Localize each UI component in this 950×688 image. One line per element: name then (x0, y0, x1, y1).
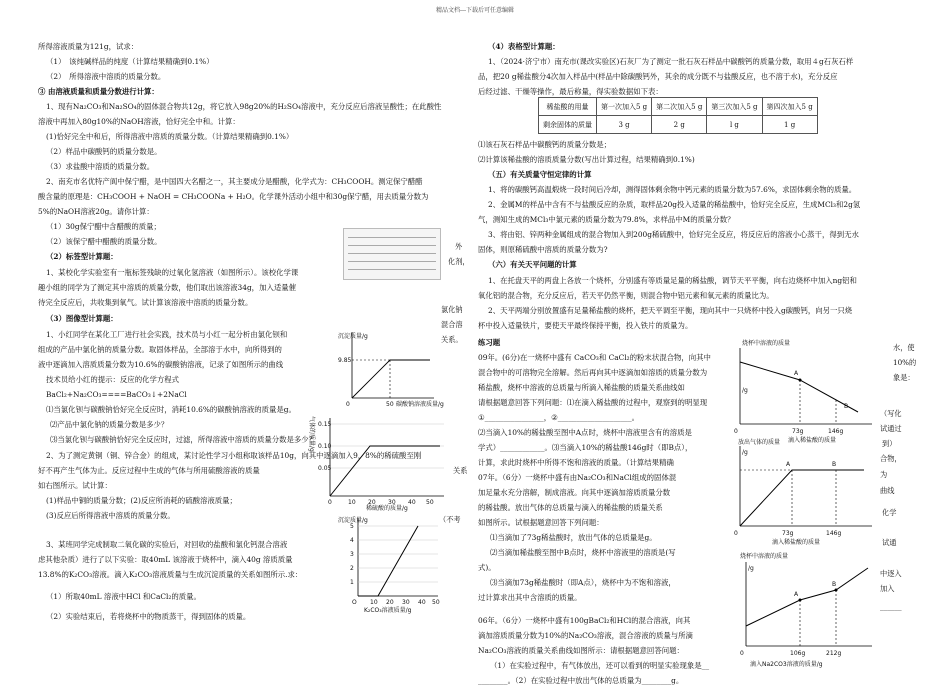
text-line: ⑵计算该稀盐酸的溶质质量分数(写出计算过程，结果精确到0.1%) (478, 155, 695, 164)
graph-ytick: 9.85 (338, 357, 352, 364)
text-fragment: 试通 (882, 538, 897, 547)
graph-xtick: 20 (386, 599, 394, 606)
text-line: ⑴当氯化钡与碳酸钠恰好完全反应时，消耗10.6%的碳酸钠溶液的质量是g。 (46, 405, 296, 414)
text-line: 练习题 (478, 338, 501, 347)
graph-xlabel: 碳酸钠溶液质量/g (396, 401, 444, 408)
text-line: 2、金属M的样品中含有不与盐酸反应的杂质，取样品20g投入适量的稀盐酸中，恰好完全反应，生成MCl₃和2g氢 (488, 200, 861, 209)
text-line: ⑴该石灰石样品中碳酸钙的质量分数是； (478, 140, 612, 149)
text-line: ⑴当滴加了73g稀盐酸时，放出气体的总质量是g。 (490, 533, 657, 542)
table-cell: 2 g (652, 116, 707, 134)
graph-xlabel: 滴入稀盐酸的质量 (772, 539, 821, 546)
graph-ylabel: 气体的质量/g (308, 416, 315, 452)
graph-xtick: 0 (734, 428, 738, 435)
graph-ytick: 0.10 (318, 443, 332, 450)
table-header-cell: 第四次加入5 g (762, 98, 817, 116)
text-line: 09年。(6分)在一烧杯中盛有 CaCO₃和 CaCl₂的粉末状混合物，向其中 (478, 353, 711, 362)
text-line: 虑其他杂质）进行了以下实验：取40mL 该溶液于烧杯中，滴入40g 溶质质量 (38, 555, 293, 564)
text-line: 如图所示。试根据题意回答下列问题： (478, 518, 604, 527)
text-line: 滴加溶质质量分数为10%的Na₂CO₃溶液，混合溶液的质量与所滴 (478, 631, 693, 640)
text-fragment: 加入 (880, 584, 895, 593)
text-line: 所得溶液质量为121g，试求： (38, 42, 139, 51)
graph-xtick: 106g (790, 650, 806, 657)
text-fragment: （不考 (439, 515, 461, 524)
graph-point-a: A (794, 591, 799, 598)
text-line: 好不再产生气体为止。反应过程中生成的气体与所用硫酸溶液的质量 (38, 466, 260, 475)
graph-origin: 0 (346, 401, 350, 408)
text-line: 混合物中的可溶物完全溶解。然后再向其中逐滴加如溶质的质量分数为 (478, 368, 708, 377)
text-line: 1、小红同学在某化工厂进行社会实践，技术员与小红一起分析由氯化钡和 (46, 330, 288, 339)
table-cell: 剩余固体的质量 (539, 116, 597, 134)
graph-xtick: O (352, 599, 357, 606)
text-fragment: 中逐入 (880, 569, 902, 578)
text-line: （2）实验结束后，若将烧杯中的物质蒸干，得到固体的质量。 (46, 612, 251, 621)
text-line: 1、（2024·济宁市）南充市(课改实验区)石灰厂为了测定一批石灰石样品中碳酸钙的质量分数，取用４g石灰石样 (488, 57, 854, 66)
table-header-cell: 稀盐酸的用量 (539, 98, 597, 116)
text-line: 计算，求此时烧杯中所得不饱和溶液的质量。（计算结果精确 (478, 458, 674, 467)
text-line: 13.8%的K₂CO₃溶液。滴入K₂CO₃溶液质量与生成沉淀质量的关系如图所示.求： (38, 570, 303, 579)
text-fragment: 化剂， (448, 257, 470, 266)
text-line: ⑶当氯化钡与碳酸钠恰好完全反应时，过滤，所得溶液中溶质的质量分数是多少？ (50, 435, 317, 444)
graph-ytick: 0.15 (318, 421, 332, 428)
table-cell: l g (707, 116, 762, 134)
graph-point-b: B (832, 461, 837, 468)
text-line: 稀盐酸，烧杯中溶液的总质量与所滴入稀盐酸的质量关系曲线如 (478, 383, 685, 392)
graph-ytick: 1 (350, 579, 354, 586)
text-line: ⑵当滴入10%的稀盐酸至图中A点时，烧杯中溶液里含有的溶质是 (478, 428, 692, 437)
graph-xlabel: 滴入稀盐酸的质量 (788, 437, 837, 444)
text-line: （2）该保宁醋中醋酸的质量分数。 (46, 237, 162, 246)
text-line: 固体，则原稀硫酸中溶质的质量分数为? (478, 245, 608, 254)
text-line: （1） 该纯碱样品的纯度（计算结果精确到0.1%） (46, 57, 214, 66)
text-line: 酸含量的原理是：CH₃COOH + NaOH = CH₃COONa + H₂O。化学课外活动小组中和30g保宁醋，用去质量分数为 (38, 192, 429, 201)
text-line: 杯中投入适量铁片，要使天平最终保持平衡，投入铁片的质量为。 (478, 321, 693, 330)
graph-xtick: 10 (370, 599, 378, 606)
text-fragment: 曲线 (880, 486, 895, 495)
graph-ytick: 3 (350, 551, 354, 558)
text-line: 式)。 (478, 563, 496, 572)
text-line: 液中逐滴加入溶质质量分数为10.6%的碳酸钠溶液，记录了如图所示的曲线 (38, 360, 284, 369)
text-line: （1）30g保宁醋中含醋酸的质量； (46, 222, 161, 231)
graph-point-a: A (794, 370, 799, 377)
text-line: ⑶当滴加73g稀盐酸时（即A点），烧杯中为不饱和溶液， (490, 578, 676, 587)
text-line: 请根据题意回答下列问题：⑴在滴入稀盐酸的过程中，观察到的明显现 (478, 398, 708, 407)
text-fragment: 外 (455, 242, 463, 251)
text-line: （3）求盐酸中溶质的质量分数。 (46, 162, 155, 171)
graph-ylabel: /g (742, 449, 748, 456)
graph-ytick: 4 (350, 537, 354, 544)
graph-point-a: A (786, 461, 791, 468)
text-line: 品，把20 g稀盐酸分4次加入样品中(样品中除碳酸钙外，其余的成分既不与盐酸反应，也不溶于水)，充分反应 (478, 72, 838, 81)
graph-xtick: 212g (826, 650, 842, 657)
graph-xtick: 50 (426, 499, 434, 506)
text-line: 06年。（6分）一烧杯中盛有100gBaCl₂和HCl的混合溶液，向其 (478, 616, 691, 625)
graph-xtick: 146g (828, 428, 844, 435)
table-row (539, 116, 818, 134)
text-fragment: （写化 (880, 409, 902, 418)
graph-ytick: 5 (350, 523, 354, 530)
text-fragment: 试通过 (880, 424, 902, 433)
text-line: (3)反应后所得溶液中溶质的质量分数。 (46, 511, 175, 520)
graph-xtick: 0 (734, 530, 738, 537)
text-line: 1、现有Na₂CO₃和Na₂SO₄的固体混合物共12g，将它放入98g20%的H₂SO₄溶液中，充分反应后溶液呈酸性；在此酸性 (46, 102, 442, 111)
text-line: 趣小组的同学为了测定其中溶质的质量分数，他们取出该溶液34g，加入适量催 (38, 283, 297, 292)
text-fragment: 水，使 (893, 343, 915, 352)
graph-xtick: 50 (432, 599, 440, 606)
text-line: ⑵当滴加稀盐酸至图中B点时，烧杯中溶液里的溶质是(写 (490, 548, 676, 557)
brass-gas-graph (308, 410, 448, 510)
text-line: （2）样品中碳酸钙的质量分数是。 (46, 147, 162, 156)
text-line: 5%的NaOH溶液20g。请你计算： (38, 207, 154, 216)
text-fragment: 到） (882, 439, 897, 448)
limestone-data-table (538, 97, 818, 134)
text-line: (1)恰好完全中和后，所得溶液中溶质的质量分数。（计算结果精确到0.1%） (46, 132, 294, 141)
graph-xtick: 40 (408, 499, 416, 506)
text-line: 如右图所示。试计算： (38, 481, 112, 490)
solution-mass-graph-06 (732, 550, 882, 668)
text-line: 1、在托盘天平的两盘上各放一个烧杯，分别盛有等质量足量的稀盐酸，调节天平平衡，向右边烧杯中加入ng铝和 (488, 276, 857, 285)
text-line: （五）有关质量守恒定律的计算 (488, 170, 592, 179)
text-line: Na₂CO₃溶液的质量关系曲线如图所示：请根据题意回答问题： (478, 646, 684, 655)
text-line: 氧化铝的混合物，充分反应后，若天平仍然平衡，则混合物中铝元素和氧元素的质量比为。 (478, 291, 774, 300)
text-line: （六）有关天平问题的计算 (488, 260, 577, 269)
text-line: 3、某班同学完成制取二氧化碳的实验后，对回收的盐酸和氯化钙混合溶液 (46, 540, 288, 549)
text-fragment: 化学 (882, 508, 897, 517)
graph-title: 放出气体的质量 (738, 439, 781, 446)
table-header-cell: 第三次加入5 g (707, 98, 762, 116)
reagent-label-image (343, 228, 441, 280)
graph-ylabel: /g (748, 565, 754, 572)
text-line: (1)样品中铜的质量分数；(2)反应所消耗的硫酸溶液质量； (46, 496, 237, 505)
text-line: 气，测知生成的MCl₃中氯元素的质量分数为79.8%，求样品中M的质量分数？ (478, 215, 735, 224)
text-line: ①________________，②____________________。 (478, 413, 640, 422)
graph-xtick: 50 (386, 401, 394, 408)
text-line: ________。（2）在实验过程中放出气体的总质量为________g。 (478, 676, 684, 685)
graph-xtick: 73g (782, 530, 794, 537)
text-line: ③ 由溶液质量和质量分数进行计算： (38, 87, 159, 96)
graph-xlabel: 滴入Na2CO3溶液的质量/g (750, 661, 823, 668)
table-cell: 1 g (762, 116, 817, 134)
text-fragment: 氯化钠 (441, 305, 463, 314)
graph-point-b: B (844, 403, 849, 410)
graph-xtick: 146g (826, 530, 842, 537)
text-line: 2、天平两端分别放置盛有足量稀盐酸的烧杯，把天平调至平衡，现向其中一只烧杯中投入g碳酸钙，向另一只烧 (488, 306, 853, 315)
table-header-row (539, 98, 818, 116)
text-line: （3）图像型计算题： (46, 314, 118, 323)
text-line: 1、将的碳酸钙高温煅烧一段时间后冷却，测得固体剩余物中钙元素的质量分数为57.6%，求固体剩余物的质量。 (488, 185, 857, 194)
text-line: 的稀盐酸。放出气体的总质量与滴入的稀盐酸的质量关系 (478, 503, 663, 512)
text-line: 技术员给小红的提示：反应的化学方程式 (46, 375, 180, 384)
text-line: （1）所取40mL 溶液中HCl 和CaCl₂的质量。 (46, 592, 201, 601)
graph-xtick: 0 (740, 650, 744, 657)
graph-title: 烧杯中溶液的质量 (742, 340, 791, 347)
text-fragment: ______ (880, 602, 902, 611)
text-line: 2、南充市名优特产阆中保宁醋，是中国四大名醋之一，其主要成分是醋酸，化学式为：CH₃COOH。测定保宁醋醋 (46, 177, 423, 186)
table-header-cell: 第一次加入5 g (597, 98, 652, 116)
text-line: 后经过滤、干燥等操作，最后称量，得实验数据如下表： (478, 87, 663, 96)
gas-mass-graph-07 (732, 436, 882, 546)
graph-xtick: 30 (402, 599, 410, 606)
text-line: 组成的产品中氯化钠的质量分数。取固体样品，全部溶于水中，向所得到的 (38, 345, 282, 354)
text-line: （2） 所得溶液中溶质的质量分数。 (46, 72, 166, 81)
graph-ylabel: /g (742, 387, 748, 394)
text-line: 07年。（6分）一烧杯中盛有由Na₂CO₃和NaCl组成的固体混 (478, 473, 677, 482)
text-fragment: 为 (880, 470, 888, 479)
text-fragment: 10%的 (893, 358, 917, 367)
bacl2-precipitate-graph (338, 330, 444, 408)
graph-ylabel: 沉淀质量/g (338, 333, 368, 340)
graph-xtick: 0 (328, 499, 332, 506)
graph-xlabel: K₂CO₃溶液质量/g (364, 607, 412, 614)
graph-xtick: 20 (368, 499, 376, 506)
table-cell: 3 g (597, 116, 652, 134)
graph-ytick: 0.05 (318, 465, 332, 472)
text-line: （1）在实验过程中，有气体放出，还可以看到的明显实验现象是__ (490, 661, 710, 670)
text-line: 溶液中再加入80g10%的NaOH溶液，恰好完全中和。计算： (38, 117, 240, 126)
text-line: （4）表格型计算题： (488, 42, 560, 51)
text-fragment: 关系。 (441, 335, 463, 344)
graph-xlabel: 稀硫酸的质量/g (366, 505, 408, 512)
text-line: ⑵产品中氯化钠的质量分数是多少？ (50, 420, 169, 429)
graph-xtick: 40 (418, 599, 426, 606)
text-fragment: 象是： (893, 373, 915, 382)
text-fragment: 关系 (453, 466, 468, 475)
text-line: 1、某校化学实验室有一瓶标签残缺的过氧化氢溶液（如图所示）。该校化学课 (46, 268, 299, 277)
table-header-cell: 第二次加入5 g (652, 98, 707, 116)
text-fragment: 混合溶 (441, 320, 463, 329)
graph-xtick: 10 (348, 499, 356, 506)
graph-ytick: 2 (350, 565, 354, 572)
text-line: （2）标签型计算题： (46, 252, 118, 261)
text-line: BaCl₂+Na₂CO₃====BaCO₃↓+2NaCl (46, 390, 187, 399)
text-fragment: 合物， (880, 454, 902, 463)
k2co3-precipitate-graph (338, 512, 448, 612)
text-line: 过计算求出其中含溶质的质量。 (478, 593, 582, 602)
graph-point-b: B (832, 581, 837, 588)
text-line: 2、为了测定黄铜（铜、锌合金）的组成，某讨论性学习小组称取该样品10g，向其中逐滴加入9．8%的稀硫酸至刚 (46, 451, 422, 460)
graph-xtick: 73g (792, 428, 804, 435)
text-line: 学式）____________。⑶当滴入10%的稀盐酸146g时（即B点）， (478, 443, 693, 452)
page-header: 精品文档---下载后可任意编辑 (435, 7, 515, 14)
text-line: 3、将由铝、锌两种金属组成的混合物加入到200g稀硫酸中，恰好完全反应，将反应后的溶液小心蒸干，得到无水 (488, 230, 859, 239)
text-line: 加足量水充分溶解，制成溶液。向其中逐滴加溶质质量分数 (478, 488, 671, 497)
text-line: 待完全反应后，共收集到氧气。试计算该溶液中溶质的质量分数。 (38, 298, 253, 307)
graph-xtick: 30 (388, 499, 396, 506)
graph-title: 烧杯中溶液的质量 (740, 553, 789, 560)
graph-ylabel: 沉淀质量/g (338, 517, 368, 524)
